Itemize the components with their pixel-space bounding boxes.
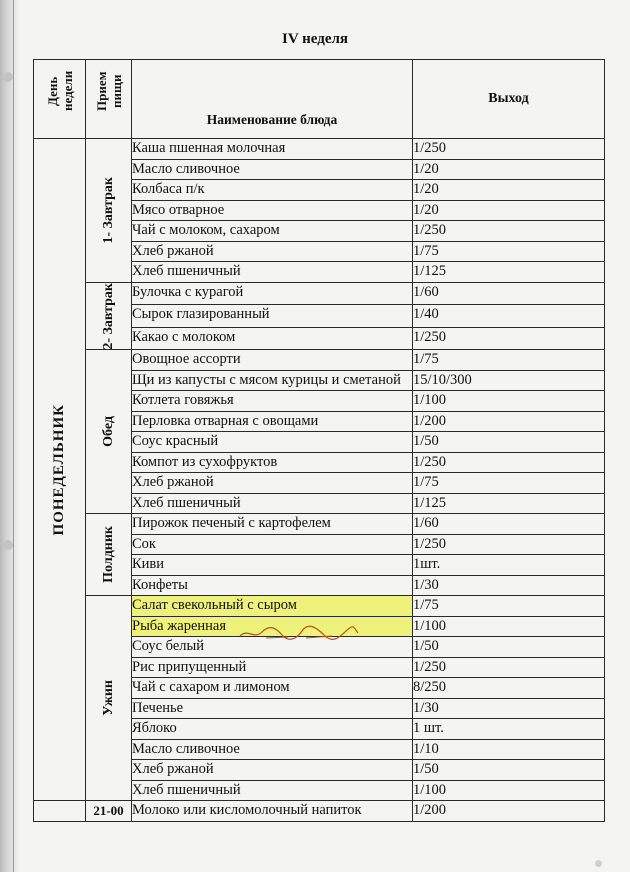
dish-name: Хлеб пшеничный (132, 781, 241, 798)
dish-name: Котлета говяжья (132, 392, 234, 409)
portion-output-cell: 1/200 (413, 801, 605, 822)
dish-name: Масло сливочное (132, 160, 240, 177)
dish-name: Хлеб пшеничный (132, 494, 241, 511)
dish-name: Салат свекольный с сыром (132, 597, 297, 614)
table-row (34, 514, 605, 535)
portion-output: 8/250 (413, 679, 447, 696)
dish-name-cell (132, 657, 413, 678)
header-meal: Прием пищи (86, 60, 132, 139)
table-row (34, 139, 605, 160)
portion-output-cell (413, 139, 605, 160)
portion-output-cell (413, 616, 605, 637)
portion-output-cell (413, 452, 605, 473)
dish-name-cell (132, 637, 413, 658)
dish-name-cell (132, 555, 413, 576)
dish-name: Хлеб ржаной (132, 242, 214, 259)
portion-output-cell (413, 698, 605, 719)
portion-output-cell (413, 575, 605, 596)
portion-output-cell (413, 637, 605, 658)
dish-name-cell (132, 616, 413, 637)
dish-name: Хлеб ржаной (132, 761, 214, 778)
portion-output-cell (413, 678, 605, 699)
dish-name-cell (132, 678, 413, 699)
dish-name: Булочка с курагой (132, 283, 244, 300)
table-row-late-snack (34, 801, 605, 822)
meal-label: Обед (101, 416, 116, 448)
portion-output-cell (413, 514, 605, 535)
menu-table (33, 59, 605, 822)
dish-name: Рыба жаренная (132, 617, 227, 634)
dish-name-cell (132, 139, 413, 160)
portion-output: 1шт. (413, 556, 441, 573)
table-row (34, 596, 605, 617)
dish-name-cell (132, 575, 413, 596)
dish-name: Хлеб пшеничный (132, 263, 241, 279)
portion-output-cell (413, 555, 605, 576)
portion-output-cell (413, 327, 605, 350)
portion-output: 1/75 (413, 474, 439, 491)
table-header-row (34, 60, 605, 139)
portion-output-cell (413, 432, 605, 453)
dish-name-cell (132, 241, 413, 262)
dish-name-cell (132, 739, 413, 760)
dish-name-cell (132, 305, 413, 328)
portion-output: 1/10 (413, 740, 439, 757)
portion-output-cell (413, 391, 605, 412)
scan-binding-edge (0, 0, 20, 872)
meal-label: 1- Завтрак (101, 176, 116, 244)
meal-cell (86, 350, 132, 514)
portion-output: 1/30 (413, 699, 439, 716)
portion-output: 1/100 (413, 392, 447, 409)
meal-label: Ужин (101, 680, 116, 717)
header-output: Выход (413, 60, 605, 139)
empty-day-cell (34, 801, 86, 822)
portion-output-cell (413, 760, 605, 781)
dish-name-cell (132, 327, 413, 350)
dish-name: Конфеты (132, 576, 188, 593)
dish-name: Чай с сахаром и лимоном (132, 679, 290, 696)
meal-label: Полдник (101, 526, 116, 584)
dish-name-cell (132, 698, 413, 719)
portion-output-cell (413, 241, 605, 262)
portion-output-cell (413, 739, 605, 760)
dish-name: Соус красный (132, 433, 219, 450)
portion-output-cell (413, 262, 605, 283)
portion-output: 1/250 (413, 328, 447, 345)
portion-output: 1/30 (413, 576, 439, 593)
dish-name: Пирожок печеный с картофелем (132, 515, 331, 532)
portion-output: 1 шт. (413, 720, 444, 737)
dish-name-cell (132, 452, 413, 473)
portion-output-cell (413, 780, 605, 801)
portion-output: 1/50 (413, 433, 439, 450)
portion-output-cell (413, 305, 605, 328)
portion-output: 1/250 (413, 535, 447, 552)
portion-output-cell (413, 221, 605, 242)
portion-output-cell (413, 657, 605, 678)
header-dish: Наименование блюда (132, 60, 413, 139)
portion-output: 1/75 (413, 351, 439, 368)
punch-hole (3, 540, 13, 550)
table-row (34, 282, 605, 305)
portion-output-cell (413, 411, 605, 432)
portion-output: 1/100 (413, 617, 447, 634)
dish-name-cell (132, 262, 413, 283)
portion-output-cell (413, 159, 605, 180)
dish-name-cell (132, 370, 413, 391)
dish-name-cell (132, 180, 413, 201)
dish-name: Киви (132, 556, 165, 573)
meal-cell (86, 282, 132, 350)
dish-name: Мясо отварное (132, 201, 225, 218)
dish-name: Масло сливочное (132, 740, 240, 757)
dish-name-cell (132, 282, 413, 305)
portion-output-cell (413, 473, 605, 494)
portion-output: 1/125 (413, 263, 447, 279)
dish-name-cell (132, 432, 413, 453)
portion-output: 1/40 (413, 306, 439, 323)
table-row (34, 350, 605, 371)
portion-output-cell (413, 493, 605, 514)
portion-output: 1/20 (413, 160, 439, 177)
portion-output: 1/250 (413, 658, 447, 675)
portion-output: 1/50 (413, 638, 439, 655)
dish-name-cell (132, 159, 413, 180)
portion-output: 1/20 (413, 181, 439, 197)
dish-name: Яблоко (132, 720, 177, 737)
meal-cell (86, 596, 132, 801)
dish-name: Перловка отварная с овощами (132, 412, 319, 429)
dish-name-cell (132, 411, 413, 432)
dish-name-cell (132, 350, 413, 371)
portion-output-cell (413, 350, 605, 371)
dish-name: Овощное ассорти (132, 351, 241, 368)
punch-hole (3, 72, 13, 82)
scan-artifact (595, 860, 602, 867)
meal-time: 21-00 (86, 801, 132, 822)
portion-output: 1/75 (413, 597, 439, 614)
dish-name-cell (132, 514, 413, 535)
portion-output-cell (413, 534, 605, 555)
dish-name: Сок (132, 535, 156, 552)
dish-name: Компот из сухофруктов (132, 453, 278, 470)
portion-output: 1/75 (413, 242, 439, 259)
day-of-week-label: ПОНЕДЕЛЬНИК (51, 403, 67, 536)
meal-cell (86, 514, 132, 596)
portion-output: 1/20 (413, 201, 439, 218)
portion-output-cell (413, 596, 605, 617)
dish-name-cell (132, 534, 413, 555)
dish-name: Колбаса п/к (132, 181, 205, 197)
dish-name: Какао с молоком (132, 328, 236, 345)
portion-output: 1/60 (413, 283, 439, 300)
dish-name-cell (132, 493, 413, 514)
portion-output-cell (413, 282, 605, 305)
dish-name-cell (132, 760, 413, 781)
dish-name-cell (132, 200, 413, 221)
meal-cell (86, 139, 132, 283)
dish-name: Каша пшенная молочная (132, 140, 286, 156)
portion-output: 1/250 (413, 140, 447, 156)
page-title: IV неделя (281, 31, 349, 47)
dish-name-cell (132, 719, 413, 740)
dish-name-cell (132, 473, 413, 494)
day-of-week-cell (34, 139, 86, 801)
meal-label: 2- Завтрак (101, 282, 116, 350)
portion-output: 1/250 (413, 222, 447, 238)
portion-output: 1/60 (413, 515, 439, 532)
dish-name-cell (132, 596, 413, 617)
dish-name: Чай с молоком, сахаром (132, 222, 280, 238)
dish-name: Щи из капусты с мясом курицы и сметаной (132, 371, 401, 388)
header-day: День недели (34, 60, 86, 139)
dish-name: Печенье (132, 699, 184, 716)
dish-name-cell (132, 221, 413, 242)
portion-output-cell (413, 370, 605, 391)
dish-name: Хлеб ржаной (132, 474, 214, 491)
dish-name-cell: Молоко или кисломолочный напиток (132, 801, 413, 822)
portion-output: 1/50 (413, 761, 439, 778)
portion-output: 1/125 (413, 494, 447, 511)
portion-output: 1/250 (413, 453, 447, 470)
dish-name-cell (132, 780, 413, 801)
dish-name: Соус белый (132, 638, 205, 655)
portion-output: 1/200 (413, 412, 447, 429)
portion-output: 1/100 (413, 781, 447, 798)
dish-name: Сырок глазированный (132, 306, 270, 323)
dish-name: Рис припущенный (132, 658, 247, 675)
portion-output-cell (413, 200, 605, 221)
portion-output-cell (413, 719, 605, 740)
portion-output: 15/10/300 (413, 371, 472, 388)
portion-output-cell (413, 180, 605, 201)
dish-name-cell (132, 391, 413, 412)
